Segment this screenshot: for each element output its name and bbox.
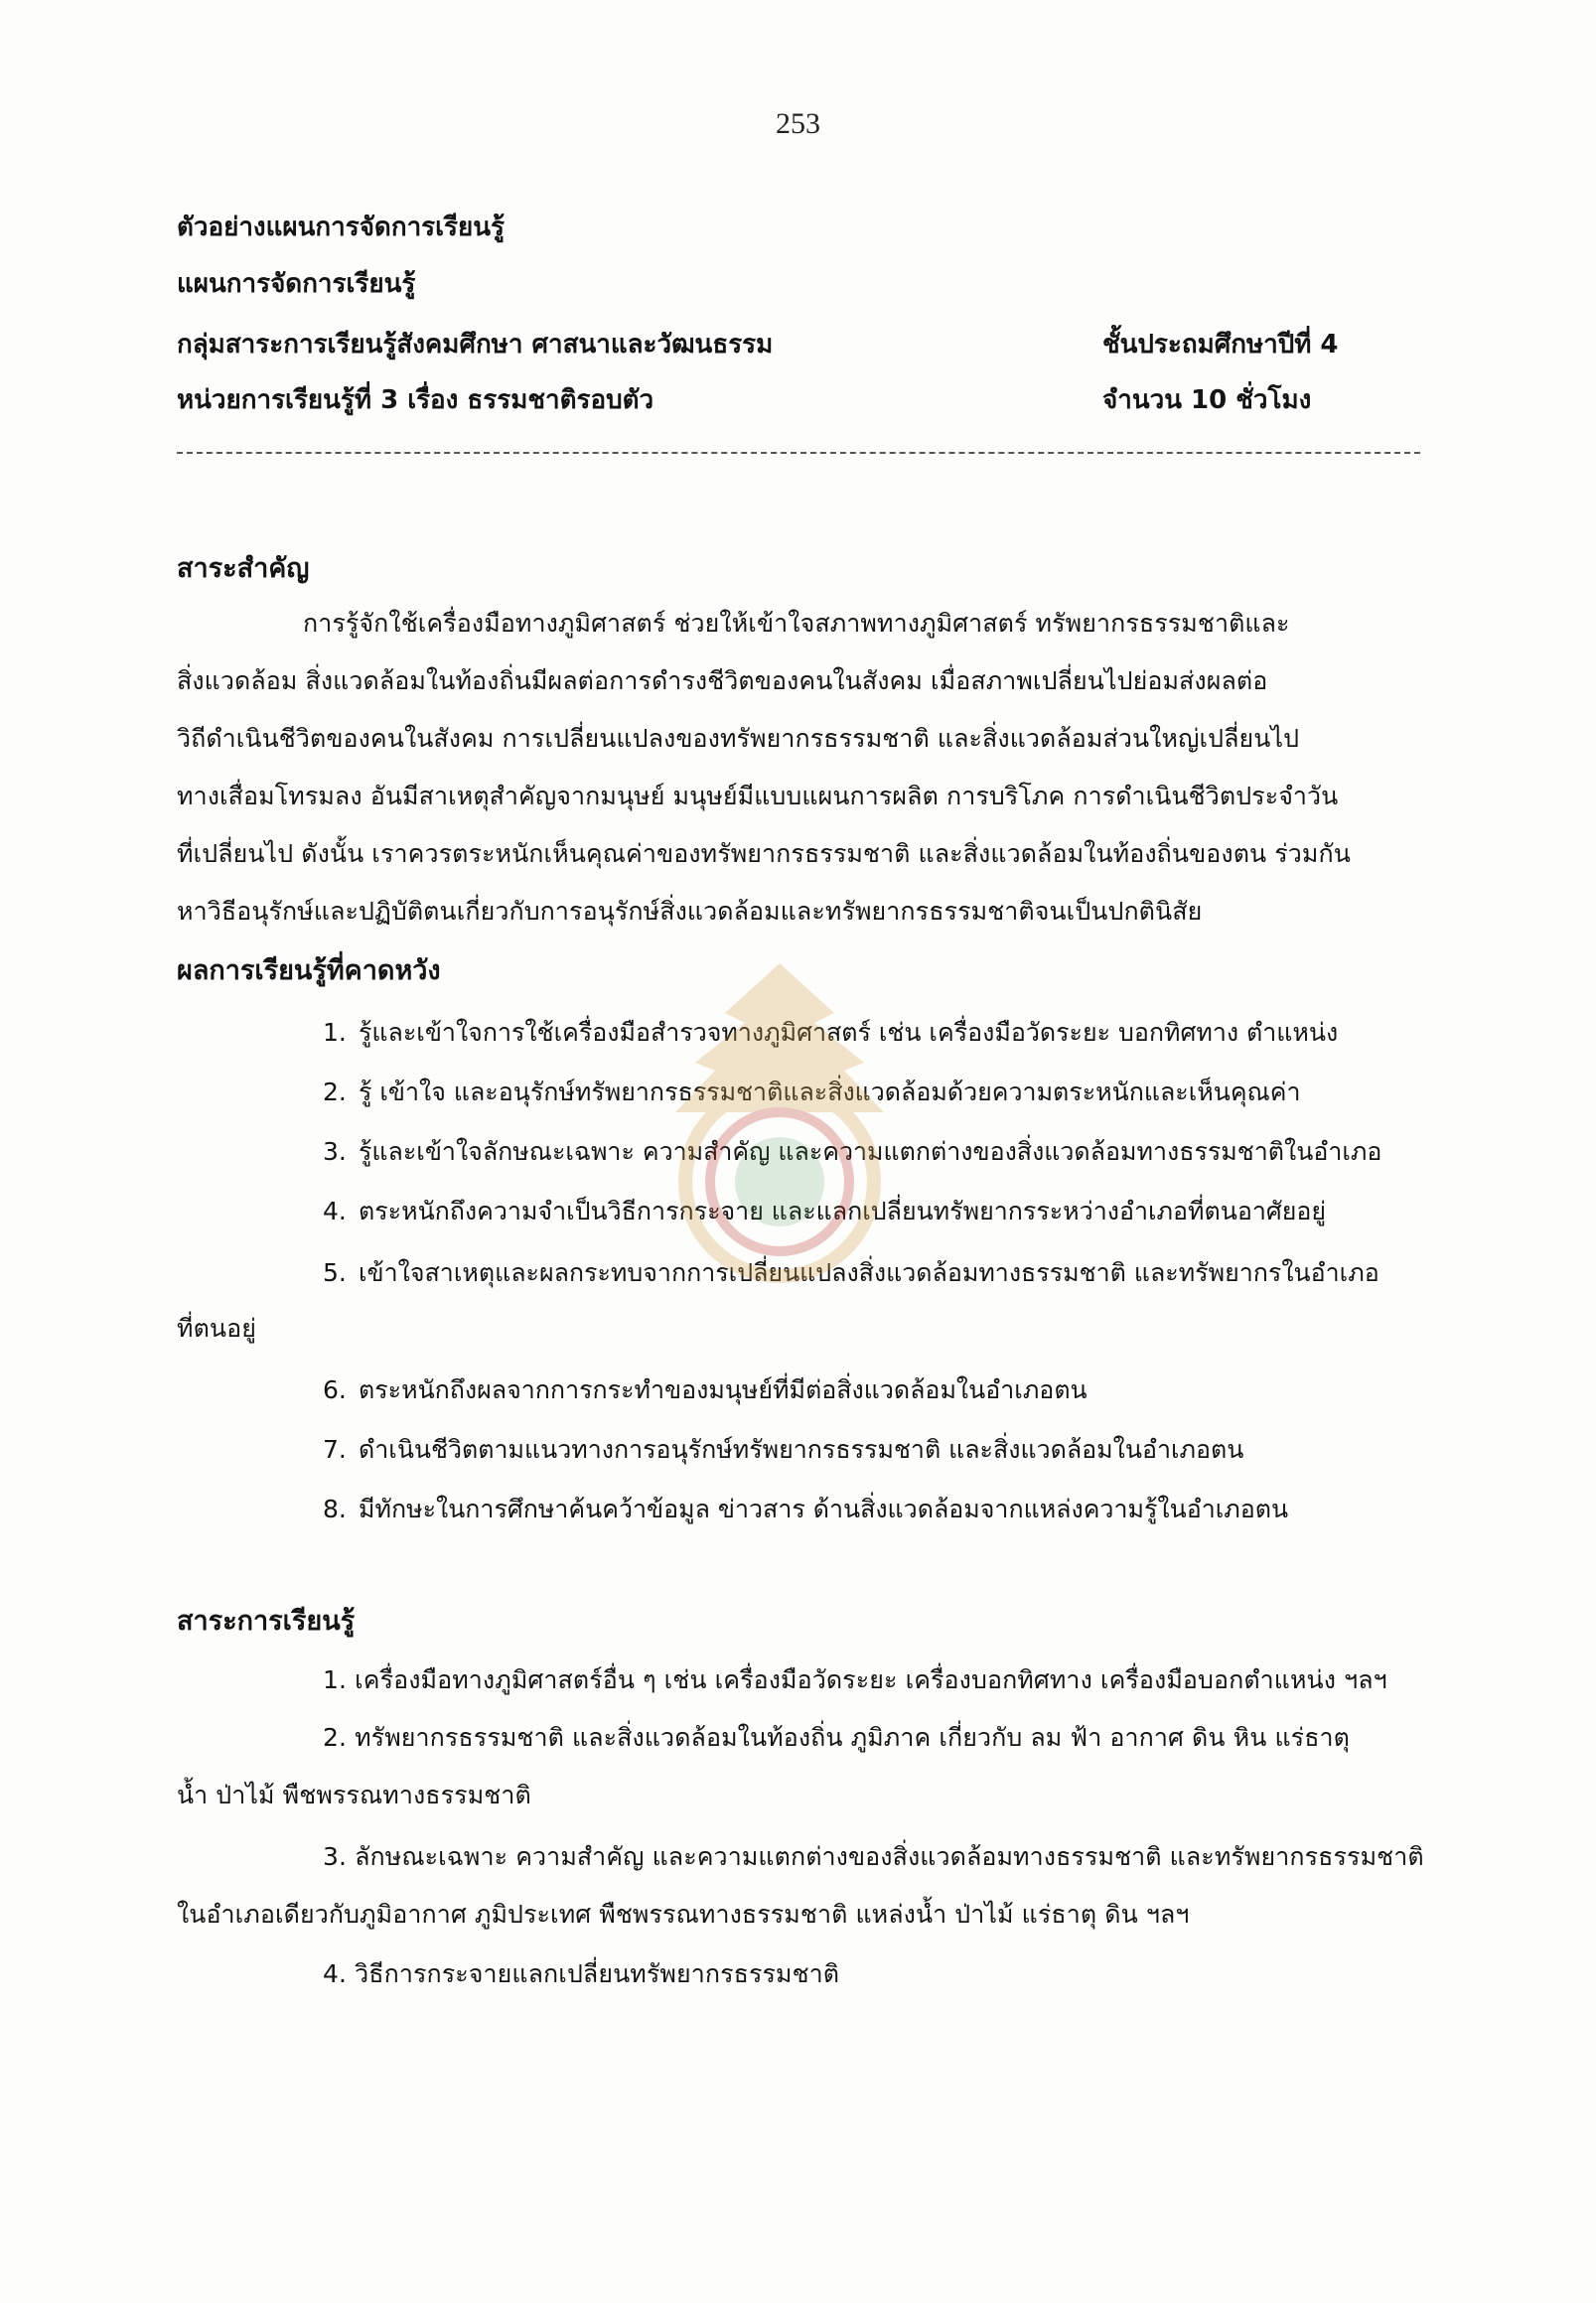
outcome-text: รู้ เข้าใจ และอนุรักษ์ทรัพยากรธรรมชาติและสิ่งแวดล้อมด้วยความตระหนักและเห็นคุณค่า — [359, 1078, 1301, 1106]
emblem-outer-ring — [685, 1087, 874, 1276]
outcome-number: 8. — [323, 1495, 347, 1523]
key-concept-line: หาวิธีอนุรักษ์และปฏิบัติตนเกี่ยวกับการอนุรักษ์สิ่งแวดล้อมและทรัพยากรธรรมชาติจนเป็นปกตินิสัย — [177, 897, 1203, 926]
example-plan-title: ตัวอย่างแผนการจัดการเรียนรู้ — [177, 213, 505, 242]
outcome-item — [323, 1370, 1088, 1410]
outcome-item — [323, 1073, 1301, 1112]
content-item: 3. ลักษณะเฉพาะ ความสำคัญ และความแตกต่างของสิ่งแวดล้อมทางธรรมชาติ และทรัพยากรธรรมชาติ — [323, 1842, 1424, 1871]
content-item-continuation: ในอำเภอเดียวกับภูมิอากาศ ภูมิประเทศ พืชพรรณทางธรรมชาติ แหล่งน้ำ ป่าไม้ แร่ธาตุ ดิน ฯลฯ — [177, 1900, 1190, 1929]
outcome-item — [323, 1490, 1288, 1529]
outcome-text: ดำเนินชีวิตตามแนวทางการอนุรักษ์ทรัพยากรธรรมชาติ และสิ่งแวดล้อมในอำเภอตน — [359, 1435, 1244, 1464]
outcome-number: 6. — [323, 1375, 347, 1404]
outcome-number: 1. — [323, 1018, 347, 1047]
page-number: 253 — [776, 107, 820, 140]
key-concept-line: สิ่งแวดล้อม สิ่งแวดล้อมในท้องถิ่นมีผลต่อการดำรงชีวิตของคนในสังคม เมื่อสภาพเปลี่ยนไปย่อมส่งผลต่อ — [177, 666, 1268, 695]
outcome-item — [323, 1192, 1326, 1231]
outcome-number: 5. — [323, 1258, 347, 1287]
unit-title: หน่วยการเรียนรู้ที่ 3 เรื่อง ธรรมชาติรอบตัว — [177, 385, 654, 415]
outcome-text: มีทักษะในการศึกษาค้นคว้าข้อมูล ข่าวสาร ด้านสิ่งแวดล้อมจากแหล่งความรู้ในอำเภอตน — [359, 1495, 1289, 1523]
outcome-item — [323, 1013, 1338, 1053]
outcome-text: ตระหนักถึงความจำเป็นวิธีการกระจาย และแลกเปลี่ยนทรัพยากรระหว่างอำเภอที่ตนอาศัยอยู่ — [359, 1197, 1327, 1225]
key-concept-line: ทางเสื่อมโทรมลง อันมีสาเหตุสำคัญจากมนุษย์ มนุษย์มีแบบแผนการผลิต การบริโภค การดำเนินชีวิตประจำวัน — [177, 782, 1339, 810]
emblem-watermark-icon — [636, 953, 924, 1291]
outcome-text: รู้และเข้าใจลักษณะเฉพาะ ความสำคัญ และความแตกต่างของสิ่งแวดล้อมทางธรรมชาติในอำเภอ — [359, 1137, 1382, 1166]
content-item: 2. ทรัพยากรธรรมชาติ และสิ่งแวดล้อมในท้องถิ่น ภูมิภาค เกี่ยวกับ ลม ฟ้า อากาศ ดิน หิน แร่ธาตุ — [323, 1723, 1351, 1752]
outcome-item — [323, 1253, 1379, 1293]
outcome-text: รู้และเข้าใจการใช้เครื่องมือสำรวจทางภูมิศาสตร์ เช่น เครื่องมือวัดระยะ บอกทิศทาง ตำแหน่ง — [359, 1018, 1339, 1047]
hours-count: จำนวน 10 ชั่วโมง — [1102, 385, 1312, 415]
outcome-text: เข้าใจสาเหตุและผลกระทบจากการเปลี่ยนแปลงสิ่งแวดล้อมทางธรรมชาติ และทรัพยากรในอำเภอ — [359, 1258, 1379, 1287]
key-concept-line: ที่เปลี่ยนไป ดังนั้น เราควรตระหนักเห็นคุณค่าของทรัพยากรธรรมชาติ และสิ่งแวดล้อมในท้องถิ่นของตน ร่วมกัน — [177, 839, 1351, 868]
plan-title: แผนการจัดการเรียนรู้ — [177, 269, 416, 299]
grade-level: ชั้นประถมศึกษาปีที่ 4 — [1102, 330, 1339, 360]
outcome-number: 3. — [323, 1137, 347, 1166]
subject-group: กลุ่มสาระการเรียนรู้สังคมศึกษา ศาสนาและวัฒนธรรม — [177, 330, 774, 360]
outcome-text: ตระหนักถึงผลจากการกระทำของมนุษย์ที่มีต่อสิ่งแวดล้อมในอำเภอตน — [359, 1375, 1088, 1404]
outcomes-heading: ผลการเรียนรู้ที่คาดหวัง — [177, 955, 441, 986]
outcome-item — [323, 1430, 1243, 1470]
content-item: 1. เครื่องมือทางภูมิศาสตร์อื่น ๆ เช่น เครื่องมือวัดระยะ เครื่องบอกทิศทาง เครื่องมือบอกตำแหน่ง ฯลฯ — [323, 1665, 1387, 1694]
key-concept-line: การรู้จักใช้เครื่องมือทางภูมิศาสตร์ ช่วยให้เข้าใจสภาพทางภูมิศาสตร์ ทรัพยากรธรรมชาติและ — [303, 609, 1290, 638]
content-item: 4. วิธีการกระจายแลกเปลี่ยนทรัพยากรธรรมชาติ — [323, 1959, 840, 1988]
outcome-number: 7. — [323, 1435, 347, 1464]
key-concept-line: วิถีดำเนินชีวิตของคนในสังคม การเปลี่ยนแปลงของทรัพยากรธรรมชาติ และสิ่งแวดล้อมส่วนใหญ่เปลี่ยนไป — [177, 724, 1300, 753]
outcome-number: 2. — [323, 1078, 347, 1106]
header-divider — [177, 452, 1420, 454]
outcome-continuation: ที่ตนอยู่ — [177, 1314, 256, 1343]
content-item-continuation: น้ำ ป่าไม้ พืชพรรณทางธรรมชาติ — [177, 1781, 531, 1809]
content-heading: สาระการเรียนรู้ — [177, 1606, 356, 1637]
key-concept-heading: สาระสำคัญ — [177, 553, 310, 584]
outcome-item — [323, 1132, 1381, 1172]
outcome-number: 4. — [323, 1197, 347, 1225]
